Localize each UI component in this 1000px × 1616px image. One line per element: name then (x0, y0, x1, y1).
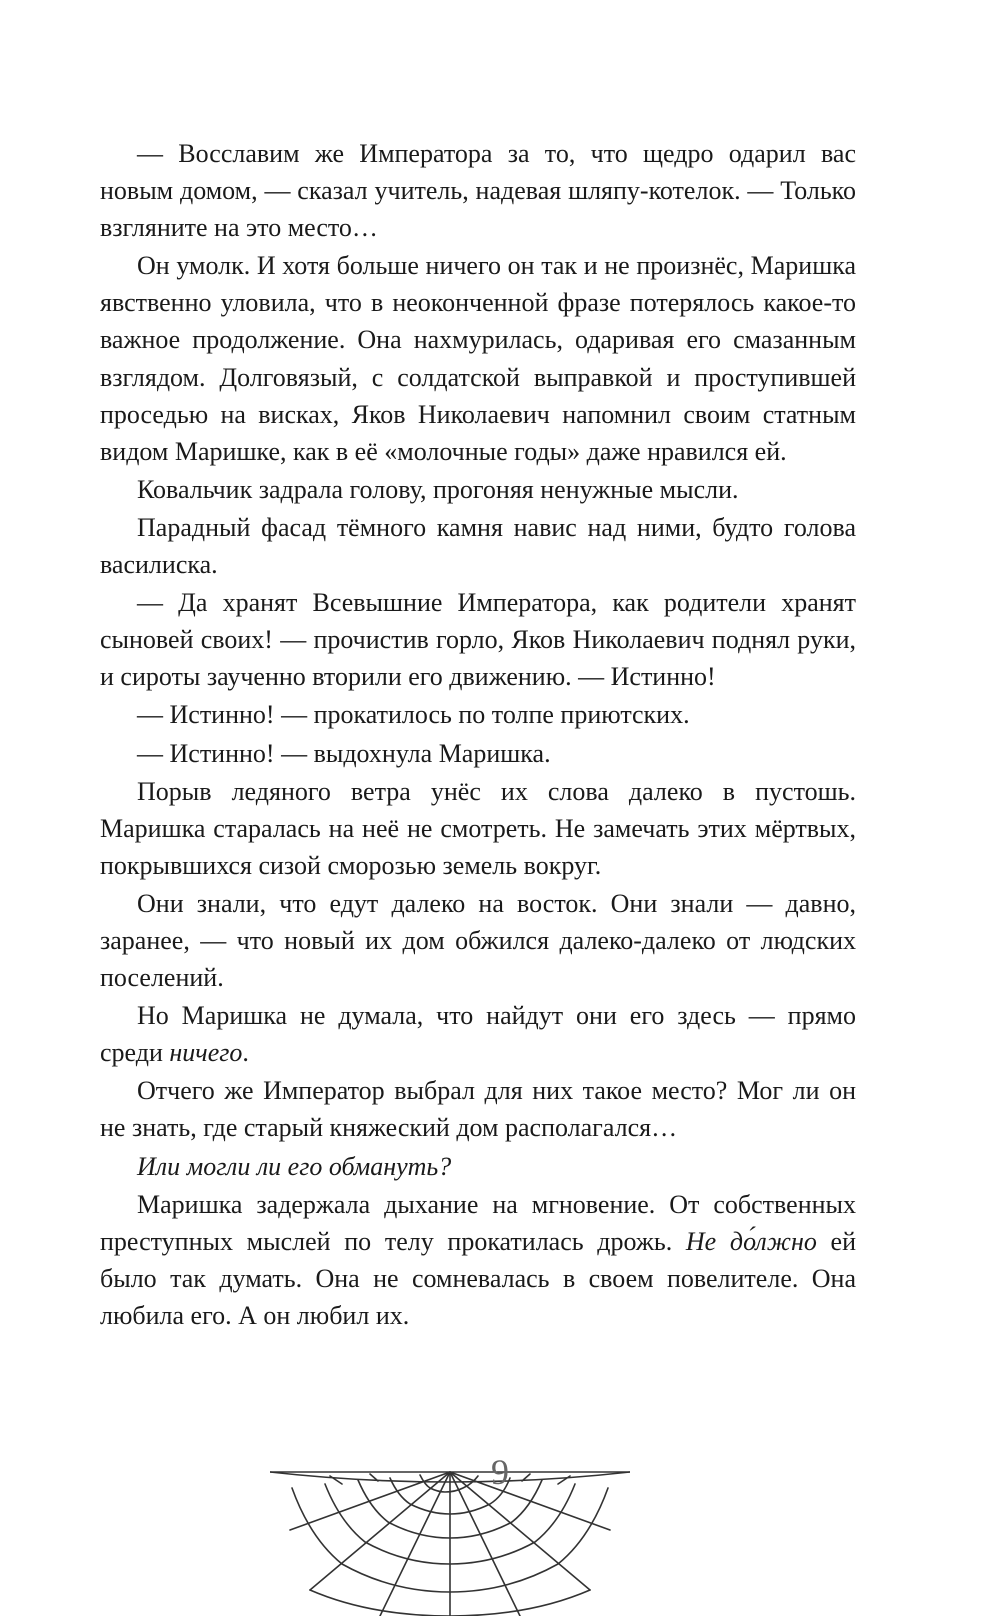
paragraph-1: — Восславим же Императора за то, что щедро одарил вас новым домом, — сказал учитель, надевая шляпу-котелок. — Только взгляните на это место… (100, 139, 856, 243)
paragraph-13-start: Маришка задержала дыхание на мгновение. От собственных преступных мыслей по телу прокатилась дрожь. (100, 1189, 856, 1256)
paragraph-10-italic: ничего (169, 1038, 243, 1068)
paragraph-10-end: . (242, 1038, 249, 1068)
paragraph-12 (100, 1148, 856, 1185)
paragraph-8: Порыв ледяного ветра унёс их слова далеко в пустошь. Маришка старалась на неё не смотреть. Не замечать этих мёртвых, покрывшихся сизой сморозью земель вокруг. (100, 776, 856, 880)
paragraph-10-start: Но Маришка не думала, что найдут они его здесь — прямо среди (100, 1001, 856, 1068)
paragraph-4: Парадный фасад тёмного камня навис над ними, будто голова василиска. (100, 512, 856, 580)
paragraph-2: Он умолк. И хотя больше ничего он так и не произнёс, Маришка явственно уловила, что в неоконченной фразе потерялось какое-то важное продолжение. Она нахмурилась, одаривая его смазанным взглядом. Долговязый, с солдатской выправкой и проступившей проседью на висках, Яков Николаевич напомнил своим статным видом Маришке, как в её «молочные годы» даже нравился ей. (100, 251, 856, 466)
paragraph-13 (100, 1186, 856, 1334)
paragraph-13-italic: Не до́лжно (685, 1226, 817, 1256)
paragraph-3: Ковальчик задрала голову, прогоняя ненужные мысли. (137, 474, 739, 504)
paragraph-13-end: ей было так думать. Она не сомневалась в своем повелителе. Она любила его. А он любил их. (100, 1226, 856, 1330)
paragraph-7: — Истинно! — выдохнула Маришка. (137, 738, 551, 768)
paragraph-10 (100, 997, 856, 1071)
paragraph-6: — Истинно! — прокатилось по толпе приютских. (137, 700, 690, 730)
paragraph-5: — Да хранят Всевышние Императора, как родители хранят сыновей своих! — прочистив горло, Яков Николаевич поднял руки, и сироты заученно вторили его движению. — Истинно! (100, 588, 856, 692)
text-body (100, 135, 856, 1335)
paragraph-9: Они знали, что едут далеко на восток. Они знали — давно, заранее, — что новый их дом обжился далеко-далеко от людских поселений. (100, 888, 856, 993)
page-number: 9 (491, 1452, 509, 1492)
paragraph-11: Отчего же Император выбрал для них такое место? Мог ли он не знать, где старый княжеский дом располагался… (100, 1076, 856, 1143)
paragraph-12-italic: Или могли ли его обмануть? (137, 1151, 452, 1181)
